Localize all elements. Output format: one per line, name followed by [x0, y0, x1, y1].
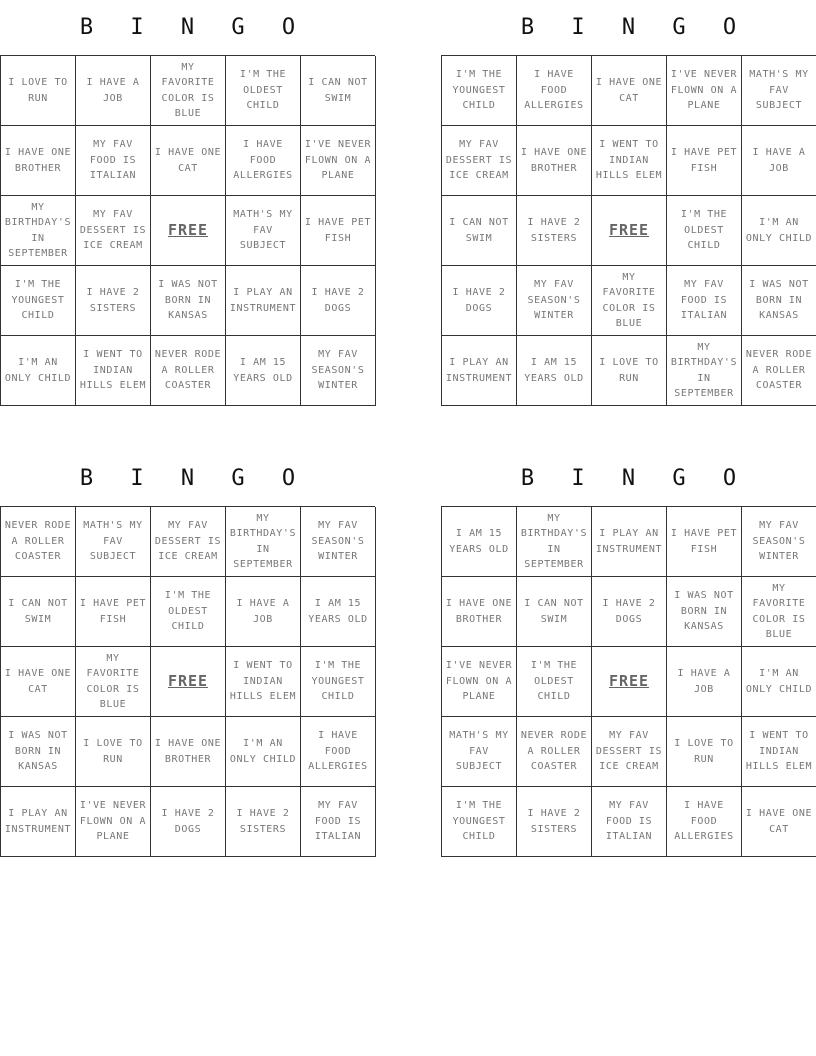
bingo-cell: I AM 15 YEARS OLD — [517, 336, 592, 406]
bingo-card-title: B I N G O — [520, 466, 749, 491]
bingo-cell: I WAS NOT BORN IN KANSAS — [1, 717, 76, 787]
bingo-cell: I AM 15 YEARS OLD — [442, 507, 517, 577]
bingo-cell: I HAVE 2 SISTERS — [517, 196, 592, 266]
bingo-cell: I HAVE FOOD ALLERGIES — [517, 56, 592, 126]
bingo-cell: I PLAY AN INSTRUMENT — [1, 787, 76, 857]
bingo-cell: I HAVE A JOB — [226, 577, 301, 647]
bingo-cell: I'M THE YOUNGEST CHILD — [442, 56, 517, 126]
bingo-card-3 — [0, 451, 375, 857]
bingo-cell: I HAVE A JOB — [742, 126, 816, 196]
bingo-cell: I WENT TO INDIAN HILLS ELEM — [226, 647, 301, 717]
bingo-cell: I HAVE ONE BROTHER — [442, 577, 517, 647]
bingo-cell: I AM 15 YEARS OLD — [226, 336, 301, 406]
bingo-cell: MY FAV DESSERT IS ICE CREAM — [76, 196, 151, 266]
bingo-cell: I HAVE ONE CAT — [742, 787, 816, 857]
bingo-cell: I HAVE FOOD ALLERGIES — [226, 126, 301, 196]
bingo-cell: I HAVE PET FISH — [667, 126, 742, 196]
bingo-cell: I HAVE 2 SISTERS — [76, 266, 151, 336]
bingo-cell: I CAN NOT SWIM — [442, 196, 517, 266]
bingo-card-title: B I N G O — [79, 15, 308, 40]
bingo-cell: I'VE NEVER FLOWN ON A PLANE — [76, 787, 151, 857]
bingo-cell: MY FAV FOOD IS ITALIAN — [592, 787, 667, 857]
bingo-cell: MY FAV SEASON'S WINTER — [301, 336, 376, 406]
bingo-cell: I'M THE OLDEST CHILD — [667, 196, 742, 266]
bingo-cell: I'VE NEVER FLOWN ON A PLANE — [442, 647, 517, 717]
bingo-cell: I HAVE ONE CAT — [151, 126, 226, 196]
bingo-cell: MY FAVORITE COLOR IS BLUE — [742, 577, 816, 647]
bingo-cell: I PLAY AN INSTRUMENT — [226, 266, 301, 336]
bingo-cell: I LOVE TO RUN — [592, 336, 667, 406]
bingo-cell: I'M AN ONLY CHILD — [1, 336, 76, 406]
bingo-cell: I WAS NOT BORN IN KANSAS — [742, 266, 816, 336]
bingo-cell: I HAVE A JOB — [76, 56, 151, 126]
bingo-free-space: FREE — [151, 196, 226, 266]
bingo-cell: I WENT TO INDIAN HILLS ELEM — [76, 336, 151, 406]
bingo-cell: I HAVE FOOD ALLERGIES — [301, 717, 376, 787]
bingo-cell: MY FAV FOOD IS ITALIAN — [667, 266, 742, 336]
bingo-cell: I'M THE OLDEST CHILD — [517, 647, 592, 717]
bingo-cell: I HAVE PET FISH — [76, 577, 151, 647]
bingo-cell: I PLAY AN INSTRUMENT — [442, 336, 517, 406]
bingo-cell: MY FAV DESSERT IS ICE CREAM — [592, 717, 667, 787]
bingo-cell: MY FAV DESSERT IS ICE CREAM — [442, 126, 517, 196]
bingo-cell: I HAVE ONE BROTHER — [151, 717, 226, 787]
bingo-cell: I HAVE 2 DOGS — [301, 266, 376, 336]
bingo-cell: MY FAVORITE COLOR IS BLUE — [151, 56, 226, 126]
bingo-cell: I CAN NOT SWIM — [1, 577, 76, 647]
bingo-cell: I'VE NEVER FLOWN ON A PLANE — [301, 126, 376, 196]
bingo-cell: I WENT TO INDIAN HILLS ELEM — [592, 126, 667, 196]
bingo-cell: I HAVE A JOB — [667, 647, 742, 717]
bingo-cell: I AM 15 YEARS OLD — [301, 577, 376, 647]
bingo-grid — [441, 55, 816, 406]
bingo-cell: I'M AN ONLY CHILD — [742, 647, 816, 717]
bingo-cell: I WENT TO INDIAN HILLS ELEM — [742, 717, 816, 787]
bingo-cell: I CAN NOT SWIM — [517, 577, 592, 647]
bingo-card-title: B I N G O — [520, 15, 749, 40]
bingo-cell: I HAVE ONE BROTHER — [517, 126, 592, 196]
bingo-cell: I'M THE OLDEST CHILD — [226, 56, 301, 126]
bingo-cell: MY FAVORITE COLOR IS BLUE — [592, 266, 667, 336]
bingo-cell: MY FAV SEASON'S WINTER — [517, 266, 592, 336]
bingo-free-space: FREE — [592, 647, 667, 717]
bingo-grid — [0, 506, 375, 857]
bingo-cell: I'VE NEVER FLOWN ON A PLANE — [667, 56, 742, 126]
bingo-cell: MY BIRTHDAY'S IN SEPTEMBER — [667, 336, 742, 406]
bingo-cell: I CAN NOT SWIM — [301, 56, 376, 126]
bingo-cell: I'M AN ONLY CHILD — [226, 717, 301, 787]
bingo-free-space: FREE — [592, 196, 667, 266]
bingo-grid — [0, 55, 375, 406]
bingo-cell: I LOVE TO RUN — [667, 717, 742, 787]
bingo-cell: MY BIRTHDAY'S IN SEPTEMBER — [226, 507, 301, 577]
bingo-cell: I HAVE ONE BROTHER — [1, 126, 76, 196]
bingo-cell: MATH'S MY FAV SUBJECT — [742, 56, 816, 126]
bingo-grid — [441, 506, 816, 857]
bingo-cell: MY FAV SEASON'S WINTER — [742, 507, 816, 577]
bingo-cell: NEVER RODE A ROLLER COASTER — [742, 336, 816, 406]
bingo-cell: I HAVE FOOD ALLERGIES — [667, 787, 742, 857]
bingo-card-4 — [441, 451, 816, 857]
bingo-cell: I HAVE 2 DOGS — [442, 266, 517, 336]
bingo-cell: I HAVE ONE CAT — [1, 647, 76, 717]
bingo-cell: MATH'S MY FAV SUBJECT — [442, 717, 517, 787]
bingo-cell: MY FAV SEASON'S WINTER — [301, 507, 376, 577]
bingo-cell: MY FAV DESSERT IS ICE CREAM — [151, 507, 226, 577]
bingo-cell: I HAVE 2 DOGS — [592, 577, 667, 647]
bingo-cell: I'M THE YOUNGEST CHILD — [442, 787, 517, 857]
bingo-cell: NEVER RODE A ROLLER COASTER — [1, 507, 76, 577]
bingo-cell: MY FAV FOOD IS ITALIAN — [301, 787, 376, 857]
bingo-cell: I HAVE 2 SISTERS — [226, 787, 301, 857]
bingo-cell: I LOVE TO RUN — [1, 56, 76, 126]
bingo-cell: I HAVE 2 DOGS — [151, 787, 226, 857]
bingo-card-2 — [441, 0, 816, 406]
bingo-cell: MY FAVORITE COLOR IS BLUE — [76, 647, 151, 717]
bingo-cell: I'M THE OLDEST CHILD — [151, 577, 226, 647]
bingo-cell: NEVER RODE A ROLLER COASTER — [151, 336, 226, 406]
bingo-cell: MY FAV FOOD IS ITALIAN — [76, 126, 151, 196]
bingo-card-1 — [0, 0, 375, 406]
bingo-cell: MATH'S MY FAV SUBJECT — [226, 196, 301, 266]
bingo-cell: I WAS NOT BORN IN KANSAS — [667, 577, 742, 647]
bingo-cell: I HAVE PET FISH — [667, 507, 742, 577]
bingo-cell: I'M THE YOUNGEST CHILD — [301, 647, 376, 717]
bingo-free-space: FREE — [151, 647, 226, 717]
bingo-cell: I HAVE 2 SISTERS — [517, 787, 592, 857]
bingo-cell: I LOVE TO RUN — [76, 717, 151, 787]
bingo-cell: I HAVE ONE CAT — [592, 56, 667, 126]
bingo-cell: I WAS NOT BORN IN KANSAS — [151, 266, 226, 336]
bingo-cell: I PLAY AN INSTRUMENT — [592, 507, 667, 577]
bingo-card-title: B I N G O — [79, 466, 308, 491]
bingo-cell: MY BIRTHDAY'S IN SEPTEMBER — [1, 196, 76, 266]
bingo-cell: I'M AN ONLY CHILD — [742, 196, 816, 266]
bingo-cell: NEVER RODE A ROLLER COASTER — [517, 717, 592, 787]
bingo-cell: MY BIRTHDAY'S IN SEPTEMBER — [517, 507, 592, 577]
bingo-cell: I HAVE PET FISH — [301, 196, 376, 266]
bingo-cell: I'M THE YOUNGEST CHILD — [1, 266, 76, 336]
bingo-cell: MATH'S MY FAV SUBJECT — [76, 507, 151, 577]
